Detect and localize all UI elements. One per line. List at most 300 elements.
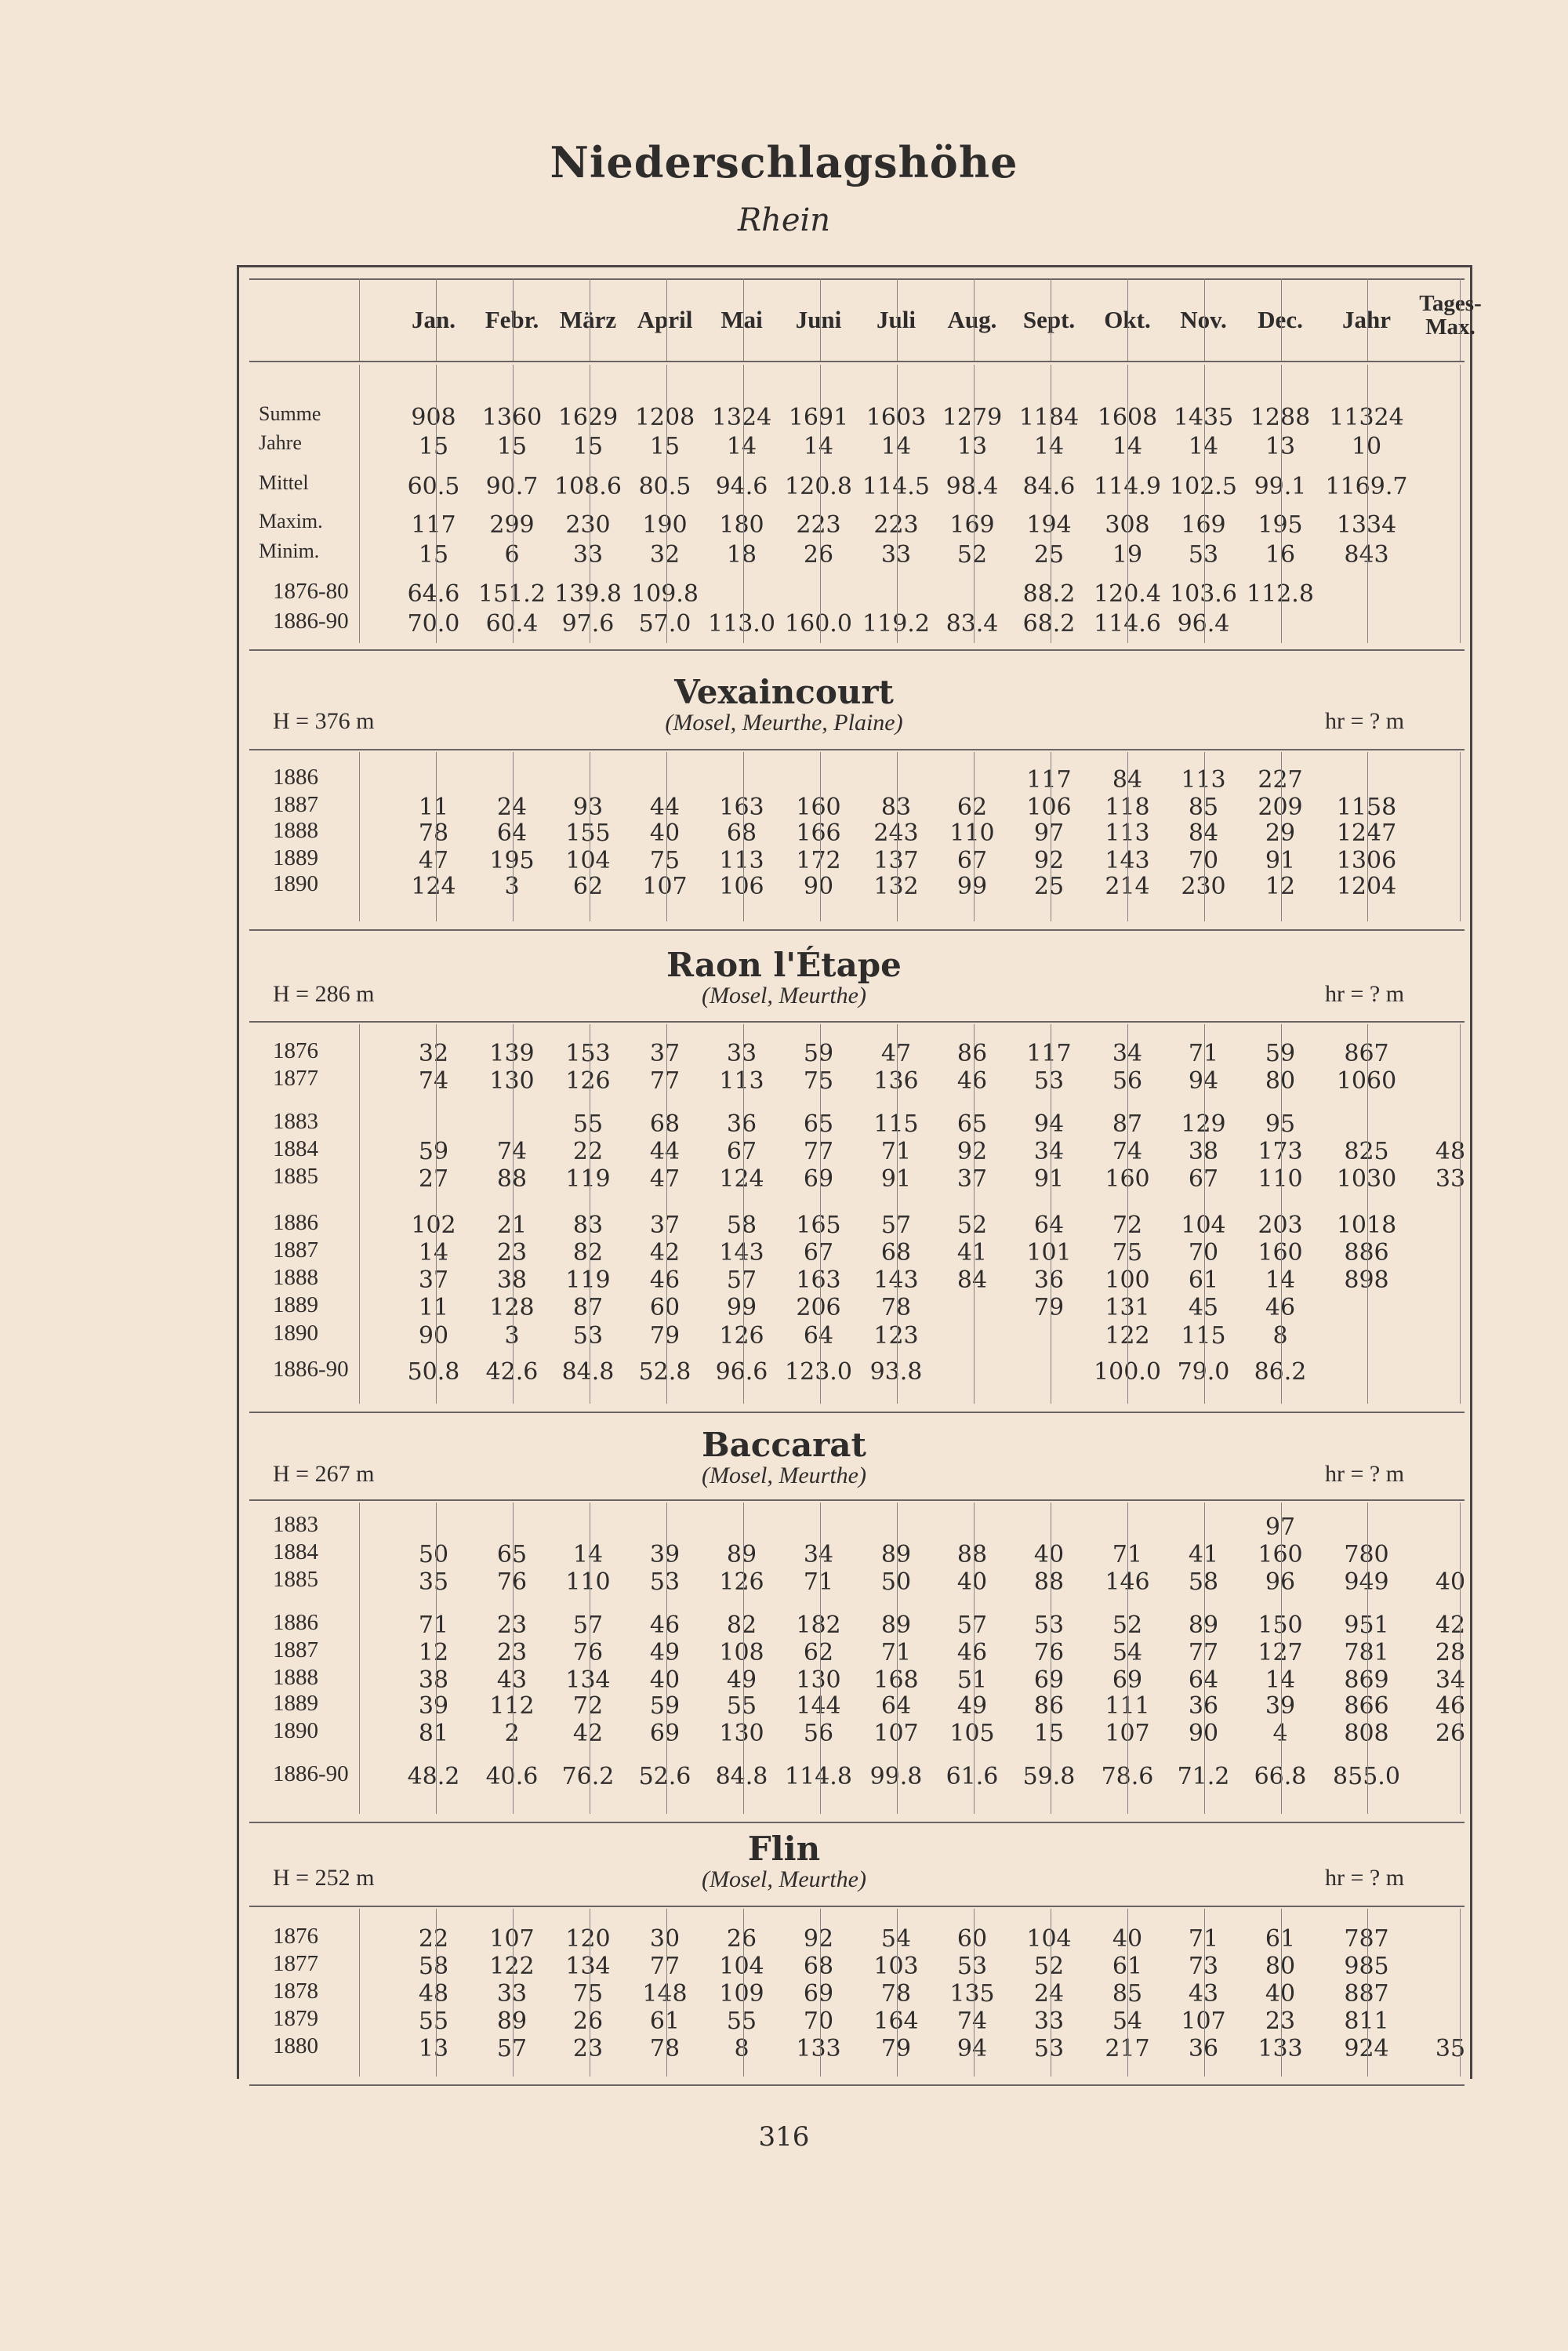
station-cell: 53 — [1033, 1067, 1065, 1095]
station-row-label: 1883 — [273, 1512, 318, 1537]
station-divider — [743, 1909, 744, 2077]
station-divider — [1204, 1503, 1205, 1814]
station-row-label: 1876 — [273, 1924, 318, 1949]
station-cell: 119 — [565, 1165, 611, 1193]
header-divider — [1460, 278, 1461, 361]
station-cell: 104 — [565, 847, 611, 874]
summary-cell: 11324 — [1329, 404, 1404, 431]
station-cell: 91 — [1033, 1165, 1065, 1193]
station-cell: 88 — [1033, 1568, 1065, 1596]
station-cell: 58 — [726, 1212, 757, 1239]
header-divider — [1204, 278, 1205, 361]
station-divider — [513, 1024, 514, 1404]
station-rule — [249, 1499, 1465, 1501]
summary-cell: 33 — [880, 541, 912, 569]
summary-cell: 112.8 — [1247, 580, 1314, 608]
station-cell: 887 — [1344, 1980, 1389, 2008]
station-cell: 115 — [873, 1110, 919, 1138]
station-cell: 105 — [949, 1720, 995, 1747]
summary-cell: 15 — [649, 433, 681, 460]
station-cell: 84.8 — [715, 1763, 768, 1790]
station-row-label: 1889 — [273, 845, 318, 870]
station-cell: 8 — [734, 2035, 750, 2062]
summary-row-label: Jahre — [259, 431, 302, 454]
station-cell: 57 — [956, 1612, 988, 1639]
summary-divider — [1127, 365, 1128, 643]
header-max: Max. — [1425, 314, 1475, 340]
station-cell: 227 — [1258, 766, 1303, 794]
station-cell: 104 — [719, 1953, 764, 1980]
station-divider — [666, 1024, 667, 1404]
station-cell: 84 — [1188, 819, 1219, 847]
station-cell: 113 — [719, 1067, 764, 1095]
summary-cell: 230 — [565, 511, 611, 539]
station-cell: 38 — [496, 1266, 528, 1294]
station-cell: 131 — [1105, 1294, 1150, 1321]
header-divider — [820, 278, 821, 361]
station-cell: 113 — [1105, 819, 1150, 847]
header-divider — [513, 278, 514, 361]
station-cell: 143 — [719, 1239, 764, 1266]
summary-cell: 114.9 — [1094, 473, 1161, 500]
station-cell: 23 — [496, 1612, 528, 1639]
station-cell: 50 — [418, 1541, 449, 1568]
summary-cell: 14 — [880, 433, 912, 460]
station-cell: 3 — [504, 1322, 520, 1350]
station-cell: 1247 — [1336, 819, 1397, 847]
station-cell: 94 — [1033, 1110, 1065, 1138]
station-cell: 173 — [1258, 1138, 1303, 1165]
station-cell: 74 — [418, 1067, 449, 1095]
header-divider — [974, 278, 975, 361]
station-cell: 82 — [726, 1612, 757, 1639]
station-cell: 23 — [572, 2035, 604, 2062]
station-cell: 50.8 — [407, 1358, 460, 1386]
station-cell: 57 — [496, 2035, 528, 2062]
station-cell: 42 — [572, 1720, 604, 1747]
station-cell: 23 — [496, 1239, 528, 1266]
station-row-label: 1887 — [273, 792, 318, 817]
station-cell: 787 — [1344, 1925, 1389, 1953]
station-cell: 74 — [1112, 1138, 1143, 1165]
header-2: März — [559, 306, 617, 333]
station-cell: 22 — [572, 1138, 604, 1165]
station-row-label: 1877 — [273, 1066, 318, 1091]
summary-cell: 97.6 — [561, 610, 615, 638]
station-cell: 110 — [1258, 1165, 1303, 1193]
station-cell: 1158 — [1336, 794, 1397, 821]
summary-cell: 169 — [1181, 511, 1226, 539]
station-cell: 23 — [496, 1639, 528, 1666]
header-divider — [1281, 278, 1282, 361]
summary-cell: 114.5 — [862, 473, 930, 500]
summary-cell: 308 — [1105, 511, 1150, 539]
station-divider — [1460, 1024, 1461, 1404]
station-cell: 866 — [1344, 1692, 1389, 1720]
station-cell: 48 — [418, 1980, 449, 2008]
station-cell: 27 — [418, 1165, 449, 1193]
summary-cell: 195 — [1258, 511, 1303, 539]
summary-cell: 60.5 — [407, 473, 460, 500]
station-cell: 87 — [572, 1294, 604, 1321]
summary-cell: 120.8 — [785, 473, 852, 500]
station-cell: 135 — [949, 1980, 995, 2008]
station-cell: 54 — [1112, 1639, 1143, 1666]
station-cell: 12 — [418, 1639, 449, 1666]
station-cell: 203 — [1258, 1212, 1303, 1239]
station-cell: 104 — [1026, 1925, 1072, 1953]
summary-cell: 139.8 — [554, 580, 622, 608]
station-cell: 130 — [719, 1720, 764, 1747]
station-cell: 136 — [873, 1067, 919, 1095]
station-cell: 84 — [1112, 766, 1143, 794]
station-divider — [1367, 752, 1368, 921]
station-cell: 43 — [496, 1666, 528, 1694]
header-1: Febr. — [485, 306, 539, 333]
summary-cell: 94.6 — [715, 473, 768, 500]
station-cell: 55 — [418, 2008, 449, 2035]
station-divider — [1204, 1909, 1205, 2077]
station-cell: 114.8 — [785, 1763, 852, 1790]
station-divider — [820, 1503, 821, 1814]
station-cell: 41 — [956, 1239, 988, 1266]
station-cell: 75 — [1112, 1239, 1143, 1266]
station-cell: 96 — [1265, 1568, 1296, 1596]
summary-cell: 6 — [504, 541, 520, 569]
station-cell: 115 — [1181, 1322, 1226, 1350]
station-cell: 1204 — [1336, 873, 1397, 900]
header-divider — [743, 278, 744, 361]
summary-cell: 64.6 — [407, 580, 460, 608]
station-row-label: 1888 — [273, 818, 318, 843]
summary-cell: 1169.7 — [1325, 473, 1408, 500]
summary-cell: 10 — [1351, 433, 1382, 460]
station-cell: 124 — [411, 873, 456, 900]
station-cell: 40 — [1112, 1925, 1143, 1953]
station-divider — [436, 1909, 437, 2077]
station-cell: 89 — [496, 2008, 528, 2035]
station-cell: 77 — [803, 1138, 834, 1165]
station-cell: 71 — [418, 1612, 449, 1639]
station-cell: 53 — [572, 1322, 604, 1350]
station-cell: 94 — [1188, 1067, 1219, 1095]
station-hr: hr = ? m — [1325, 1461, 1405, 1487]
station-cell: 217 — [1105, 2035, 1150, 2062]
summary-row-label: Maxim. — [259, 510, 323, 532]
station-cell: 52.6 — [638, 1763, 691, 1790]
station-row-label: 1886 — [273, 765, 318, 790]
station-cell: 69 — [803, 1980, 834, 2008]
station-cell: 90 — [1188, 1720, 1219, 1747]
summary-divider — [513, 365, 514, 643]
station-cell: 58 — [1188, 1568, 1219, 1596]
station-cell: 206 — [796, 1294, 841, 1321]
station-cell: 106 — [1026, 794, 1072, 821]
station-cell: 119 — [565, 1266, 611, 1294]
header-top-rule — [249, 278, 1465, 280]
station-cell: 811 — [1344, 2008, 1389, 2035]
summary-cell: 1435 — [1173, 404, 1234, 431]
station-cell: 74 — [956, 2008, 988, 2035]
station-cell: 132 — [873, 873, 919, 900]
header-5: Juni — [795, 306, 842, 333]
station-name: Vexaincourt — [674, 673, 894, 711]
page-title: Niederschlagshöhe — [550, 137, 1018, 187]
station-cell: 72 — [572, 1692, 604, 1720]
header-3: April — [637, 306, 693, 333]
station-cell: 106 — [719, 873, 764, 900]
station-divider — [359, 752, 360, 921]
station-cell: 71 — [880, 1138, 912, 1165]
station-cell: 96.6 — [715, 1358, 768, 1386]
station-cell: 949 — [1344, 1568, 1389, 1596]
station-row-label: 1880 — [273, 2033, 318, 2058]
station-cell: 15 — [1033, 1720, 1065, 1747]
station-row-label: 1890 — [273, 1321, 318, 1346]
station-cell: 2 — [504, 1720, 520, 1747]
station-cell: 94 — [956, 2035, 988, 2062]
summary-row-label: Summe — [259, 402, 321, 425]
station-cell: 37 — [418, 1266, 449, 1294]
station-cell: 64 — [496, 819, 528, 847]
station-cell: 85 — [1112, 1980, 1143, 2008]
station-cell: 29 — [1265, 819, 1296, 847]
station-cell: 22 — [418, 1925, 449, 1953]
station-cell: 109 — [719, 1980, 764, 2008]
station-cell: 33 — [1435, 1165, 1466, 1193]
station-row-label: 1888 — [273, 1265, 318, 1290]
summary-cell: 169 — [949, 511, 995, 539]
station-bottom-rule — [249, 2084, 1465, 2086]
station-cell: 34 — [1435, 1666, 1466, 1694]
station-cell: 46 — [1265, 1294, 1296, 1321]
station-cell: 128 — [489, 1294, 535, 1321]
header-0: Jan. — [412, 306, 456, 333]
summary-cell: 190 — [642, 511, 688, 539]
summary-cell: 117 — [411, 511, 456, 539]
station-cell: 14 — [1265, 1266, 1296, 1294]
station-cell: 48.2 — [407, 1763, 460, 1790]
summary-bottom-rule — [249, 649, 1465, 651]
station-cell: 86.2 — [1254, 1358, 1307, 1386]
station-cell: 45 — [1188, 1294, 1219, 1321]
station-cell: 30 — [649, 1925, 681, 1953]
station-cell: 92 — [956, 1138, 988, 1165]
summary-cell: 13 — [956, 433, 988, 460]
station-cell: 34 — [1112, 1040, 1143, 1067]
station-cell: 36 — [1188, 1692, 1219, 1720]
header-11: Dec. — [1258, 306, 1303, 333]
station-cell: 68 — [649, 1110, 681, 1138]
summary-cell: 70.0 — [407, 610, 460, 638]
station-hr: hr = ? m — [1325, 981, 1405, 1007]
summary-cell: 14 — [726, 433, 757, 460]
station-hr: hr = ? m — [1325, 1865, 1405, 1891]
station-cell: 60 — [649, 1294, 681, 1321]
station-divider — [743, 1024, 744, 1404]
station-cell: 67 — [803, 1239, 834, 1266]
station-cell: 99.8 — [869, 1763, 923, 1790]
station-row-label: 1885 — [273, 1567, 318, 1592]
station-cell: 214 — [1105, 873, 1150, 900]
summary-cell: 14 — [1188, 433, 1219, 460]
station-cell: 39 — [418, 1692, 449, 1720]
station-cell: 90 — [803, 873, 834, 900]
station-name: Flin — [747, 1830, 821, 1868]
station-cell: 68 — [880, 1239, 912, 1266]
station-cell: 73 — [1188, 1953, 1219, 1980]
station-cell: 72 — [1112, 1212, 1143, 1239]
station-cell: 126 — [719, 1322, 764, 1350]
station-cell: 898 — [1344, 1266, 1389, 1294]
station-cell: 36 — [1188, 2035, 1219, 2062]
summary-cell: 223 — [873, 511, 919, 539]
station-cell: 14 — [418, 1239, 449, 1266]
station-cell: 107 — [489, 1925, 535, 1953]
station-divider — [974, 1909, 975, 2077]
station-cell: 57 — [572, 1612, 604, 1639]
station-cell: 54 — [880, 1925, 912, 1953]
station-cell: 146 — [1105, 1568, 1150, 1596]
station-cell: 47 — [880, 1040, 912, 1067]
summary-cell: 1334 — [1336, 511, 1397, 539]
summary-cell: 18 — [726, 541, 757, 569]
station-cell: 34 — [1033, 1138, 1065, 1165]
station-cell: 68 — [726, 819, 757, 847]
station-divider — [359, 1909, 360, 2077]
station-cell: 89 — [1188, 1612, 1219, 1639]
station-cell: 57 — [726, 1266, 757, 1294]
station-cell: 160 — [1105, 1165, 1150, 1193]
station-divider — [513, 1503, 514, 1814]
station-cell: 89 — [880, 1541, 912, 1568]
station-cell: 781 — [1344, 1639, 1389, 1666]
station-cell: 67 — [1188, 1165, 1219, 1193]
station-region: (Mosel, Meurthe) — [702, 1866, 866, 1892]
station-cell: 79 — [880, 2035, 912, 2062]
station-cell: 40 — [1265, 1980, 1296, 2008]
station-cell: 33 — [496, 1980, 528, 2008]
station-cell: 78 — [880, 1294, 912, 1321]
station-cell: 50 — [880, 1568, 912, 1596]
station-cell: 23 — [1265, 2008, 1296, 2035]
station-cell: 153 — [565, 1040, 611, 1067]
summary-divider — [1460, 365, 1461, 643]
station-cell: 985 — [1344, 1953, 1389, 1980]
station-cell: 127 — [1258, 1639, 1303, 1666]
station-name: Baccarat — [702, 1426, 866, 1464]
station-cell: 59.8 — [1022, 1763, 1076, 1790]
header-12: Jahr — [1342, 306, 1391, 333]
station-cell: 59 — [1265, 1040, 1296, 1067]
station-cell: 112 — [489, 1692, 535, 1720]
station-cell: 33 — [726, 1040, 757, 1067]
station-cell: 825 — [1344, 1138, 1389, 1165]
station-cell: 130 — [489, 1067, 535, 1095]
summary-cell: 1603 — [866, 404, 927, 431]
station-cell: 35 — [1435, 2035, 1466, 2062]
station-divider — [1281, 1909, 1282, 2077]
station-divider — [897, 1024, 898, 1404]
station-cell: 150 — [1258, 1612, 1303, 1639]
station-cell: 28 — [1435, 1639, 1466, 1666]
station-cell: 11 — [418, 794, 449, 821]
station-cell: 91 — [1265, 847, 1296, 874]
station-cell: 56 — [1112, 1067, 1143, 1095]
summary-cell: 103.6 — [1170, 580, 1237, 608]
station-cell: 88 — [496, 1165, 528, 1193]
station-cell: 69 — [1112, 1666, 1143, 1694]
station-divider — [1367, 1024, 1368, 1404]
station-cell: 44 — [649, 1138, 681, 1165]
station-cell: 123 — [873, 1322, 919, 1350]
station-divider — [666, 1503, 667, 1814]
station-cell: 85 — [1188, 794, 1219, 821]
station-cell: 59 — [649, 1692, 681, 1720]
station-cell: 40 — [956, 1568, 988, 1596]
station-divider — [820, 752, 821, 921]
station-divider — [1281, 1024, 1282, 1404]
station-row-label: 1888 — [273, 1665, 318, 1690]
station-divider — [1204, 752, 1205, 921]
station-cell: 164 — [873, 2008, 919, 2035]
station-cell: 26 — [726, 1925, 757, 1953]
station-cell: 107 — [1181, 2008, 1226, 2035]
station-cell: 107 — [642, 873, 688, 900]
station-cell: 62 — [956, 794, 988, 821]
station-cell: 89 — [880, 1612, 912, 1639]
summary-divider — [666, 365, 667, 643]
summary-row-label: Mittel — [259, 471, 309, 494]
summary-cell: 180 — [719, 511, 764, 539]
station-cell: 8 — [1272, 1322, 1288, 1350]
station-cell: 14 — [1265, 1666, 1296, 1694]
station-divider — [1460, 1503, 1461, 1814]
station-cell: 1018 — [1336, 1212, 1397, 1239]
header-8: Sept. — [1022, 306, 1076, 333]
station-cell: 160 — [796, 794, 841, 821]
station-cell: 84 — [956, 1266, 988, 1294]
station-rule — [249, 1021, 1465, 1023]
station-rule — [249, 1906, 1465, 1907]
summary-cell: 1324 — [711, 404, 772, 431]
station-cell: 869 — [1344, 1666, 1389, 1694]
summary-cell: 15 — [496, 433, 528, 460]
station-cell: 70 — [1188, 847, 1219, 874]
station-bottom-rule — [249, 1412, 1465, 1413]
station-region: (Mosel, Meurthe) — [702, 1463, 866, 1488]
page-number: 316 — [758, 2121, 810, 2153]
station-divider — [1460, 752, 1461, 921]
station-cell: 126 — [719, 1568, 764, 1596]
station-cell: 42 — [1435, 1612, 1466, 1639]
summary-cell: 114.6 — [1094, 610, 1161, 638]
summary-cell: 194 — [1026, 511, 1072, 539]
station-cell: 49 — [649, 1639, 681, 1666]
station-row-label: 1890 — [273, 1718, 318, 1743]
station-cell: 13 — [418, 2035, 449, 2062]
station-cell: 49 — [956, 1692, 988, 1720]
summary-cell: 19 — [1112, 541, 1143, 569]
station-cell: 134 — [565, 1666, 611, 1694]
station-row-label: 1886 — [273, 1210, 318, 1235]
station-row-label: 1887 — [273, 1237, 318, 1263]
station-row-label: 1878 — [273, 1979, 318, 2004]
header-bottom-rule — [249, 361, 1465, 362]
station-region: (Mosel, Meurthe) — [702, 983, 866, 1008]
station-divider — [897, 1909, 898, 2077]
station-cell: 46 — [649, 1612, 681, 1639]
